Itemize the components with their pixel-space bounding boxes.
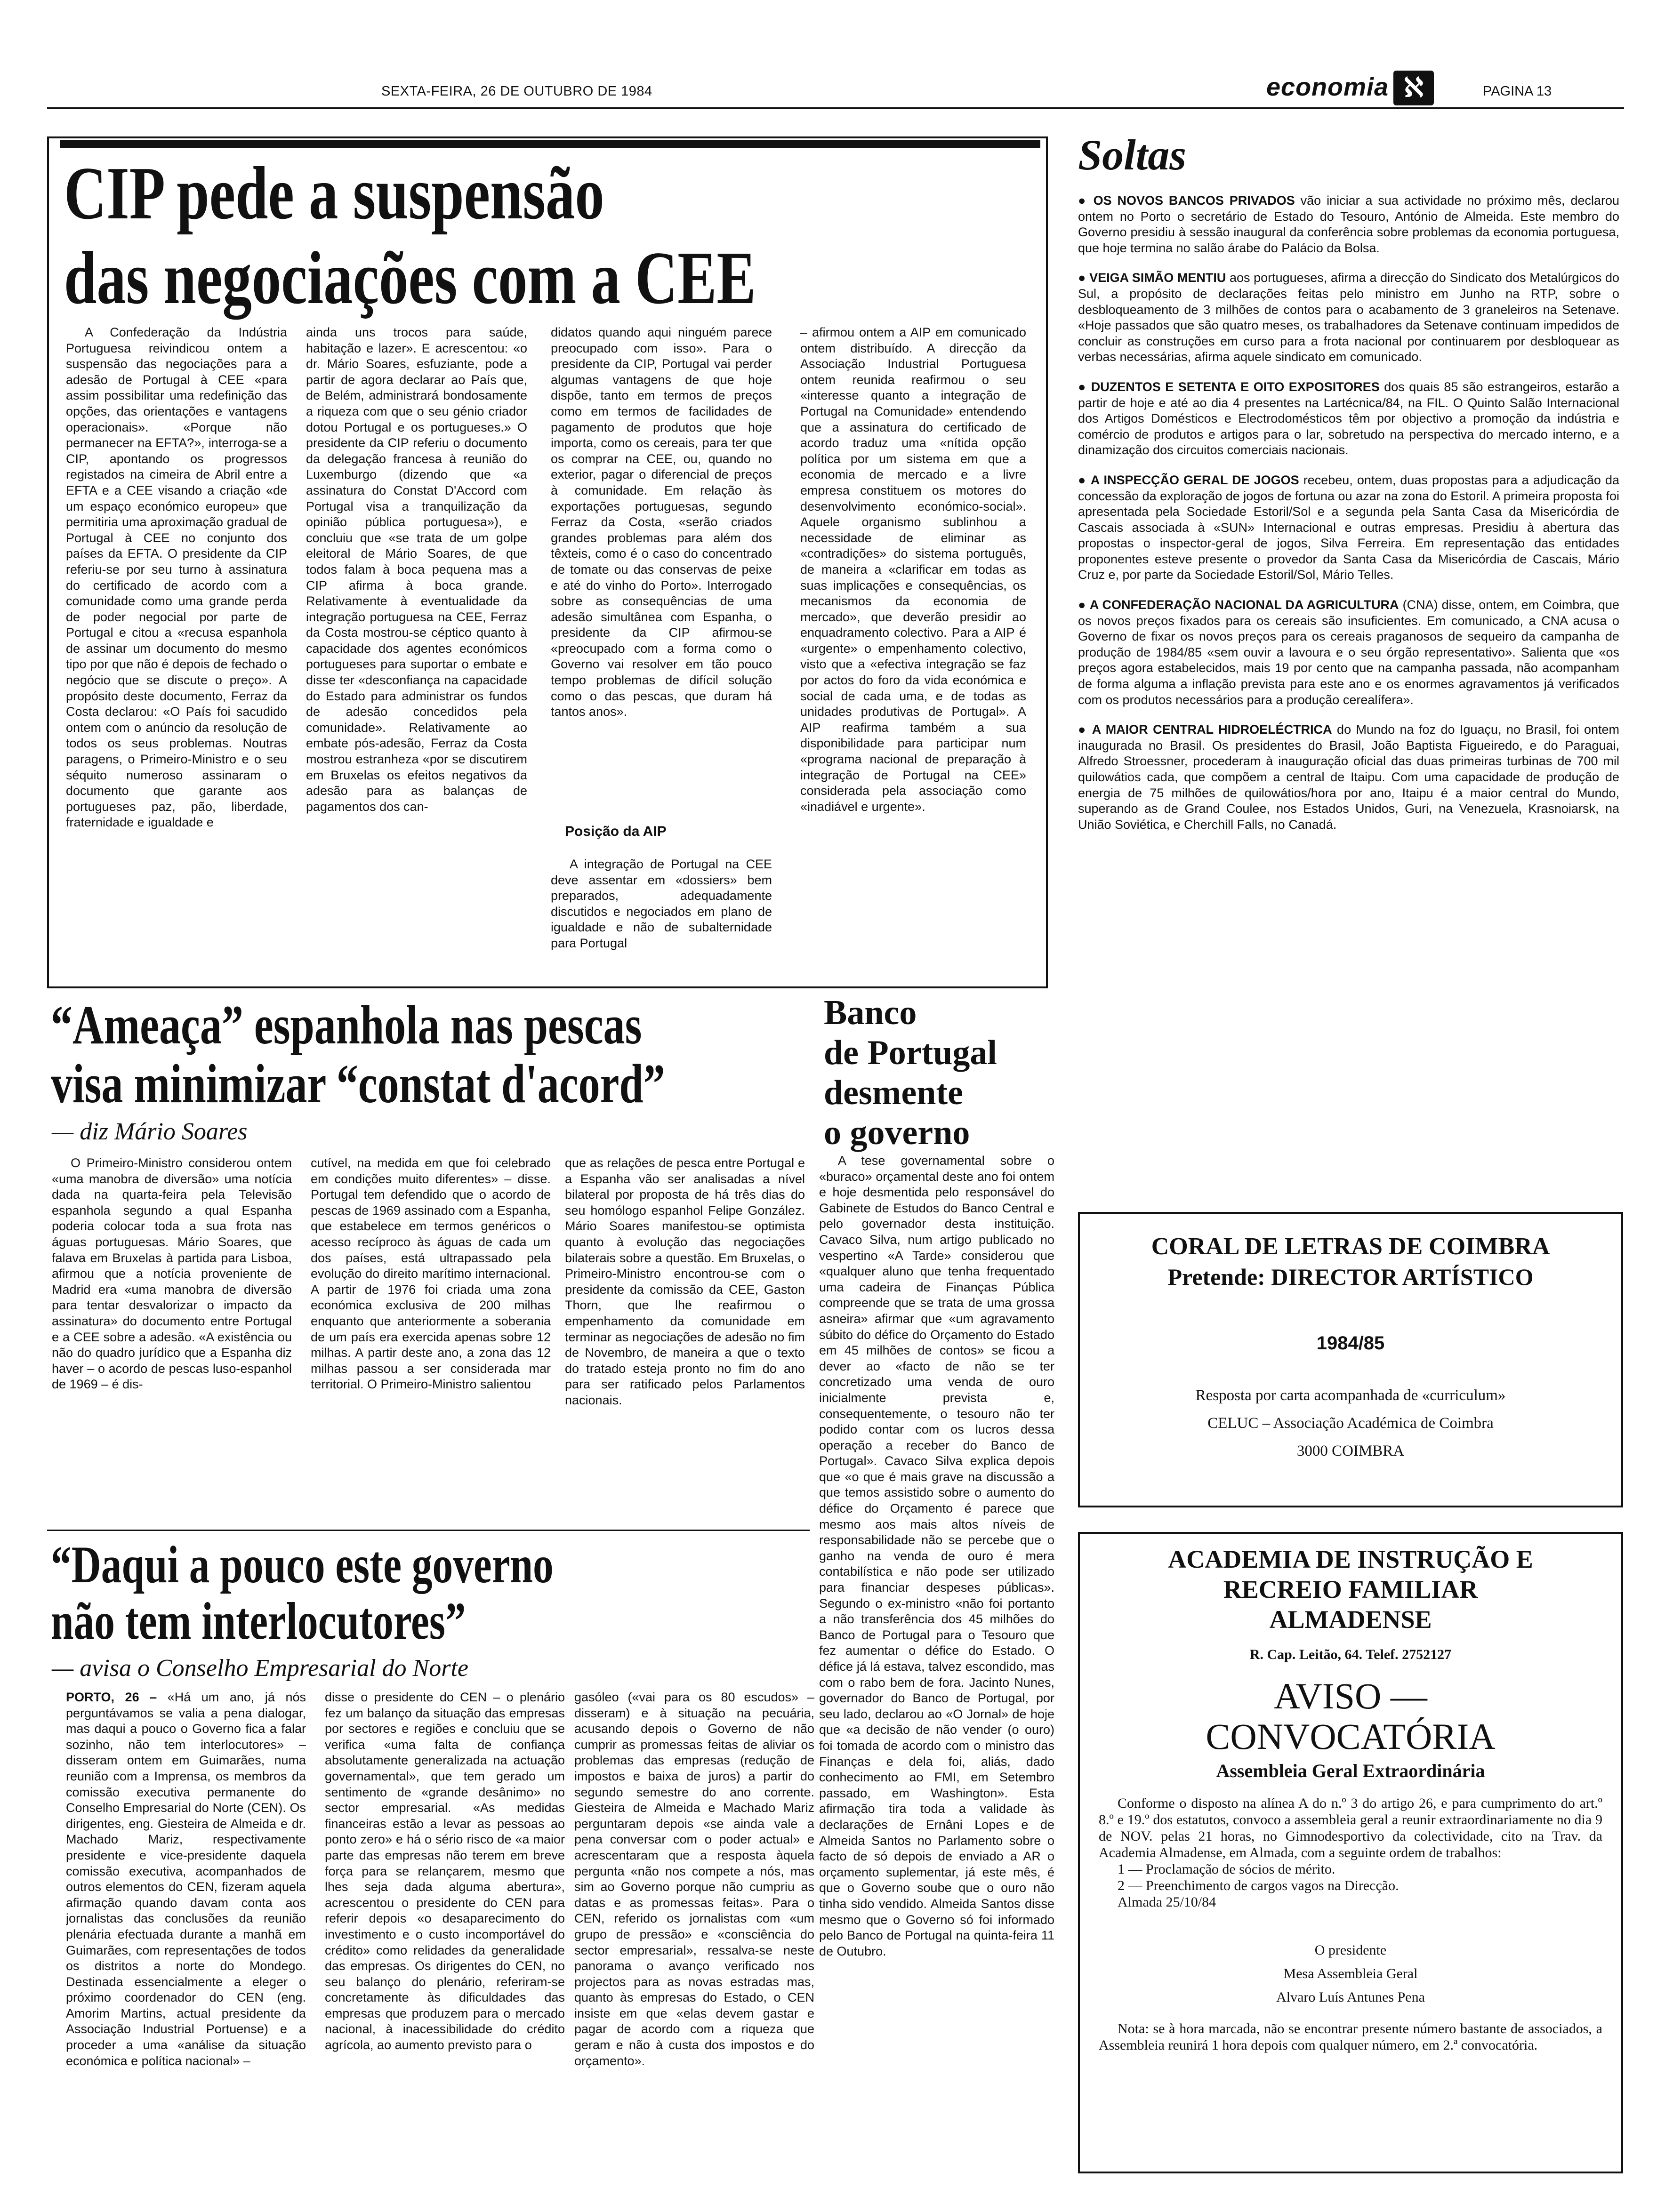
banco-headline-line: de Portugal	[824, 1034, 997, 1072]
cen-column-3: gasóleo («vai para os 80 escudos» – disseram) e à situação na pecuária, acusando depois o Governo de não cumprir as promessas feitas de aliviar os problemas das empresas (redução de impostos e baixa de juros) a partir do segundo semestre do ano corrente. Giesteira de Almeida e Machado Mariz perguntaram depois «se ainda vale a pena conversar com o poder actual» e acrescentaram que a resposta àquela pergunta «não nos compete a nós, mas sim ao Governo porque não cumpriu as datas e as promessas feitas». Para o CEN, referido os jornalistas com «um grupo de pressão» e «consciência do sector empresarial», ressalva-se neste panorama o avanço verificado nos projectos para as novas estradas mas, quanto às empresas do Estado, o CEN insiste em que «elas devem gastar e pagar de acordo com a riqueza que geram e não à custa dos impostos e do orçamento».	[574, 1690, 814, 2068]
signature-board: Mesa Assembleia Geral	[1283, 1966, 1418, 1981]
coral-title: CORAL DE LETRAS DE COIMBRA	[1151, 1233, 1550, 1260]
academia-agenda-item: 1 — Proclamação de sócios de mérito.	[1118, 1861, 1335, 1877]
header-date: SEXTA-FEIRA, 26 DE OUTUBRO DE 1984	[381, 84, 652, 99]
pescas-byline: — diz Mário Soares	[52, 1118, 248, 1145]
soltas-item: ● OS NOVOS BANCOS PRIVADOS vão iniciar a sua actividade no próximo mês, declarou ontem no Porto o secretário de Estado do Tesouro, António de Almeida. Este membro do Governo presidiu à sessão inaugural da conferência sobre problemas da economia portuguesa, que hoje termina no salão árabe do Palácio da Bolsa.	[1078, 193, 1620, 255]
academia-assembly: Assembleia Geral Extraordinária	[1216, 1760, 1485, 1781]
soltas-item-text: aos portugueses, afirma a direcção do Sindicato dos Metalúrgicos do Sul, a propósito de declarações feitas pelo ministro em Junho na RTP, sobre o desbloqueamento de 3 milhões de contos para o acabamento de 3 graneleiros na Setenave. «Hoje passados que são quatro meses, os trabalhadores da Setenave continuam impedidos de concluir as construções em curso para a frota nacional por continuarem por desbloquear as verbas necessárias, afirma aquele sindicato em comunicado.	[1078, 271, 1620, 364]
soltas-item-lead: VEIGA SIMÃO MENTIU	[1089, 271, 1226, 285]
cip-top-bar	[60, 140, 1040, 148]
soltas-item: ● DUZENTOS E SETENTA E OITO EXPOSITORES dos quais 85 são estrangeiros, estarão a partir de hoje e até ao dia 4 presentes na Lartécnica/84, na FIL. O Quinto Salão Internacional dos Artigos Domésticos e Electrodomésticos têm por objectivo a promoção da indústria e comércio de produtos e artigos para o lar, sobretudo na perspectiva do mercado interno, e a dinamização dos circuitos comerciais nacionais.	[1078, 379, 1619, 457]
academia-title-line: ALMADENSE	[1269, 1605, 1432, 1634]
cen-headline-line1: “Daqui a pouco este governo	[51, 1536, 554, 1594]
pescas-column-3: que as relações de pesca entre Portugal e a Espanha vão ser analisadas a nível bilateral por proposta de há três dias do seu homólogo espanhol Felipe González. Mário Soares manifestou-se optimista quanto à evolução das negociações bilaterais sobre a questão. Em Bruxelas, o Primeiro-Ministro encontrou-se com o presidente da comissão da CEE, Gaston Thorn, que lhe reafirmou o empenhamento da comunidade em terminar as negociações de adesão no fim de Novembro, de maneira a que o texto do tratado esteja pronto no fim do ano para ser ratificado pelos Parlamentos nacionais.	[565, 1156, 805, 1407]
cen-column-2: disse o presidente do CEN – o plenário fez um balanço da situação das empresas por sectores e regiões e concluiu que se verifica «uma falta de confiança absolutamente generalizada na actuação governamental», que tem gerado um sentimento de «grande desânimo» no sector empresarial. «As medidas financeiras estão a levar as pessoas ao ponto zero» e há o sério risco de «a maior parte das empresas não terem em breve força para se relançarem, mesmo que lhes seja dada alguma abertura», acrescentou o presidente do CEN para referir depois «o desaparecimento do investimento e o custo incomportável do crédito» como relidades da generalidade das empresas. Os dirigentes do CEN, no seu balanço do plenário, referiram-se concretamente às dificuldades das empresas que produzem para o mercado nacional, à inacessibilidade do crédito agrícola, ao aumento previsto para o	[325, 1690, 565, 2052]
soltas-item-text: (CNA) disse, ontem, em Coimbra, que os novos preços fixados para os cereais são insuficientes. Em comunicado, a CNA acusa o Governo de fixar os novos preços para os cereais praganosos de sequeiro da campanha de produção de 1984/85 «sem ouvir a lavoura e o seu órgão representativo». Salienta que «os preços agora estabelecidos, mais 19 por cento que na campanha passada, não acompanham de forma alguma a inflação prevista para este ano e os enormes agravamentos já verificados com os produtos necessários para a produção cerealífera».	[1078, 598, 1619, 707]
banco-headline-line: o governo	[824, 1114, 970, 1152]
signature-name: Alvaro Luís Antunes Pena	[1276, 1989, 1425, 2005]
banco-headline-line: Banco	[824, 994, 917, 1032]
header-page: PAGINA 13	[1483, 84, 1552, 99]
aviso-title	[1080, 1676, 1621, 1757]
cen-column-1-text: «Há um ano, já nós perguntávamos se valia a pena dialogar, mas daqui a pouco o Governo fica a falar sozinho, não tem interlocutores» – disseram ontem em Guimarães, numa reunião com a Imprensa, os membros da comissão executiva permanente do Conselho Empresarial do Norte (CEN). Os dirigentes, eng. Giesteira de Almeida e dr. Machado Mariz, respectivamente presidente e vice-presidente daquela comissão executiva, acompanhados de outros elementos do CEN, fizeram aquela afirmação quando davam conta aos jornalistas das conclusões da reunião plenária efectuada durante a manhã em Guimarães, com representações de todos os distritos a norte do Mondego. Destinada essencialmente a eleger o próximo coordenador do CEN (eng. Amorim Martins, actual presidente da Associação Industrial Portuense) e a proceder a uma «análise da situação económica e política nacional» –	[66, 1690, 306, 2068]
banco-headline-line: desmente	[824, 1074, 963, 1112]
cip-column-4: – afirmou ontem a AIP em comunicado ontem distribuído. A direcção da Associação Industrial Portuguesa ontem reunida reafirmou o seu «interesse quanto a integração de Portugal na Comunidade» entendendo que a assinatura do certificado de acordo traduz uma «nítida opção política por um sistema em que a economia de mercado e a livre empresa constituem os motores do desenvolvimento económico-social». Aquele organismo sublinhou a necessidade de eliminar as «contradições» do sistema português, de maneira a «clarificar em todas as suas implicações e consequências, os mecanismos da economia de mercado», que deverão presidir ao enquadramento colectivo. Para a AIP é «urgente» o empenhamento colectivo, visto que a «efectiva integração se faz por actos do foro da vida económica e social de cada uma, e de todas as unidades produtivas de Portugal». A AIP reafirma também a sua disponibilidade para participar num «programa nacional de preparação à integração de Portugal na CEE» considerada pela associação como «inadiável e urgente».	[800, 325, 1026, 814]
academia-title-line: RECREIO FAMILIAR	[1223, 1575, 1478, 1603]
pescas-column-1: O Primeiro-Ministro considerou ontem «uma manobra de diversão» uma notícia dada na quarta-feira pela Televisão espanhola segundo a qual Espanha poderia colocar toda a sua frota nas águas portuguesas. Mário Soares, que falava em Bruxelas à partida para Lisboa, afirmou que a notícia proveniente de Madrid era «uma manobra de diversão para tentar desvalorizar o impacto da assinatura» do documento entre Portugal e a CEE sobre a adesão. «A existência ou não do quadro jurídico que a Espanha diz haver – o acordo de pescas luso-espanhol de 1969 – é dis-	[52, 1156, 292, 1392]
pescas-column-2: cutível, na medida em que foi celebrado em condições muito diferentes» – disse. Portugal tem defendido que o acordo de pescas de 1969 assinado com a Espanha, que estabelece em termos genéricos o acesso recíproco às águas de cada um dos países, está ultrapassado pela evolução do direito marítimo internacional. A partir de 1976 foi criada uma zona económica exclusiva de 200 milhas enquanto que anteriormente a soberania de um país era exercida apenas sobre 12 milhas. A partir deste ano, a zona das 12 milhas passou a ser considerada mar territorial. O Primeiro-Ministro salientou	[311, 1156, 551, 1392]
cen-dateline: PORTO, 26 –	[66, 1690, 157, 1704]
soltas-item: ● A CONFEDERAÇÃO NACIONAL DA AGRICULTURA (CNA) disse, ontem, em Coimbra, que os novos preços fixados para os cereais são insuficientes. Em comunicado, a CNA acusa o Governo de fixar os novos preços para os cereais praganosos de sequeiro da campanha de produção de 1984/85 «sem ouvir a lavoura e o seu órgão representativo». Salienta que «os preços agora estabelecidos, mais 19 por cento que na campanha passada, não acompanham de forma alguma a inflação prevista para este ano e os enormes agravamentos já verificados com os produtos necessários para a produção cerealífera».	[1078, 598, 1619, 707]
academia-agenda-item: 2 — Preenchimento de cargos vagos na Direcção.	[1118, 1878, 1399, 1893]
soltas-item-lead: A MAIOR CENTRAL HIDROELÉCTRICA	[1092, 722, 1332, 737]
soltas-item-text: vão iniciar a sua actividade no próximo mês, declarou ontem no Porto o secretário de Estado do Tesouro, António de Almeida. Este membro do Governo presidiu à sessão inaugural da conferência sobre problemas da economia portuguesa, que hoje termina no salão árabe do Palácio da Bolsa.	[1078, 193, 1620, 255]
pescas-headline-line2: visa minimizar “constat d'acord”	[51, 1053, 665, 1114]
academia-ad	[1078, 1532, 1623, 2173]
header-section: economia	[1266, 73, 1389, 101]
coral-subtitle: Pretende: DIRECTOR ARTÍSTICO	[1167, 1264, 1534, 1290]
academia-place-date: Almada 25/10/84	[1118, 1894, 1216, 1910]
coral-city: 3000 COIMBRA	[1296, 1443, 1405, 1459]
coral-year: 1984/85	[1316, 1333, 1385, 1354]
aviso-line: AVISO —	[1274, 1675, 1427, 1716]
academia-body: Conforme o disposto na alínea A do n.º 3 do artigo 26, e para cumprimento do art.º 8.º e 19.º dos estatutos, convoco a assembleia geral a reunir extraordinariamente no dia 9 de NOV. pelas 21 horas, no Gimnodesportivo da colectividade, cito na Trav. da Academia Almadense, em Almada, com a seguinte ordem de trabalhos:	[1099, 1795, 1602, 1860]
soltas-item-text: do Mundo na foz do Iguaçu, no Brasil, foi ontem inaugurada no Brasil. Os presidentes do Brasil, João Baptista Figueiredo, e do Paraguai, Alfredo Stroessner, procederam à inauguração oficial das duas primeiras turbinas de 700 mil quilowátios cada, que compõem a central de Itaipu. Com uma capacidade de produção de energia de 75 milhões de quilowátios/hora por ano, Itaipu é a maior central do Mundo, superando as de Grand Coulee, nos Estados Unidos, Guri, na Venezuela, Krasnoiarsk, na União Soviética, e Cherchill Falls, no Canadá.	[1078, 722, 1620, 832]
cip-column-1: A Confederação da Indústria Portuguesa reivindicou ontem a suspensão das negociações para a adesão de Portugal à CEE «para assim possibilitar uma redefinição das opções, das orientações e vantagens operacionais». «Porque não permanecer na EFTA?», interroga-se a CIP, apontando os progressos registados na cimeira de Abril entre a EFTA e a CEE visando a criação «de um espaço económico europeu» que permitiria uma aproximação gradual de Portugal à CEE no conjunto dos países da EFTA. O presidente da CIP referiu-se por seu turno à assinatura do certificado de acordo com a comunidade como uma grande perda de poder negocial por parte de Portugal e citou a «recusa espanhola de assinar um documento do mesmo tipo por que não é depois de fechado o negócio que se discute o preço». A propósito deste documento, Ferraz da Costa declarou: «O País foi sacudido ontem com o anúncio da resolução de todos os seus problemas. Noutras paragens, o Primeiro-Ministro e o seu séquito numeroso assinaram o documento que garante aos portugueses paz, pão, liberdade, fraternidade e igualdade e	[66, 325, 287, 830]
soltas-item: ● A MAIOR CENTRAL HIDROELÉCTRICA do Mundo na foz do Iguaçu, no Brasil, foi ontem inaugurada no Brasil. Os presidentes do Brasil, João Baptista Figueiredo, e do Paraguai, Alfredo Stroessner, procederam à inauguração oficial das duas primeiras turbinas de 700 mil quilowátios cada, que compõem a central de Itaipu. Com uma capacidade de produção de energia de 75 milhões de quilowátios/hora por ano, Itaipu é a maior central do Mundo, superando as de Grand Coulee, nos Estados Unidos, Guri, na Venezuela, Krasnoiarsk, na União Soviética, e Cherchill Falls, no Canadá.	[1078, 722, 1620, 832]
coral-association: CELUC – Associação Académica de Coimbra	[1207, 1415, 1494, 1432]
cip-headline-line1: CIP pede a suspensão	[64, 151, 604, 235]
academia-signature	[1080, 1939, 1621, 2009]
signature-role: O presidente	[1314, 1942, 1387, 1958]
coral-ad	[1078, 1212, 1623, 1507]
soltas-title: Soltas	[1078, 131, 1187, 179]
academia-title-line: ACADEMIA DE INSTRUÇÃO E	[1168, 1545, 1533, 1573]
banco-headline	[824, 993, 997, 1153]
cip-headline-line2: das negociações com a CEE	[64, 236, 756, 320]
header-rule	[47, 107, 1624, 109]
soltas-item: ● VEIGA SIMÃO MENTIU aos portugueses, afirma a direcção do Sindicato dos Metalúrgicos do Sul, a propósito de declarações feitas pelo ministro em Junho na RTP, sobre o desbloqueamento de 3 milhões de contos para o acabamento de 3 graneleiros na Setenave. «Hoje passados que são quatro meses, os trabalhadores da Setenave continuam impedidos de concluir as construções em curso para a frota nacional por continuarem por desbloquear as verbas necessárias, afirma aquele sindicato em comunicado.	[1078, 271, 1620, 364]
cip-subheading-aip: Posição da AIP	[565, 824, 667, 839]
cip-column-3b: A integração de Portugal na CEE deve assentar em «dossiers» bem preparados, adequadamente discutidos e negociados em plano de igualdade e não de subalternidade para Portugal	[551, 857, 772, 950]
academia-title	[1080, 1544, 1621, 1635]
soltas-item-text: recebeu, ontem, duas propostas para a adjudicação da concessão da exploração de jogos de fortuna ou azar na zona do Estoril. A primeira proposta foi apresentada pela Sociedade Estoril/Sol e a segunda pela Santa Casa da Misericórdia de Cascais associada à «SUN» Internacional e outras empresas. Presidiu à abertura das propostas o inspector-geral de jogos, Silva Ferreira. Em representação das entidades proponentes esteve presente o provedor da Santa Casa da Misericórdia de Cascais, Mário Cruz e, por parte da Sociedade Estoril/Sol, Mário Telles.	[1078, 473, 1619, 582]
academia-address: R. Cap. Leitão, 64. Telef. 2752127	[1249, 1647, 1452, 1662]
cen-column-1	[66, 1690, 306, 2179]
newspaper-logo-icon: ℵ	[1393, 71, 1434, 105]
soltas-item: ● A INSPECÇÃO GERAL DE JOGOS recebeu, ontem, duas propostas para a adjudicação da concessão da exploração de jogos de fortuna ou azar na zona do Estoril. A primeira proposta foi apresentada pela Sociedade Estoril/Sol e a segunda pela Santa Casa da Misericórdia de Cascais associada à «SUN» Internacional e outras empresas. Presidiu à abertura das propostas o inspector-geral de jogos, Silva Ferreira. Em representação das entidades proponentes esteve presente o provedor da Santa Casa da Misericórdia de Cascais, Mário Cruz e, por parte da Sociedade Estoril/Sol, Mário Telles.	[1078, 473, 1619, 582]
soltas-item-lead: A CONFEDERAÇÃO NACIONAL DA AGRICULTURA	[1089, 598, 1399, 612]
soltas-item-lead: A INSPECÇÃO GERAL DE JOGOS	[1090, 473, 1299, 487]
aviso-line: CONVOCATÓRIA	[1206, 1716, 1496, 1757]
banco-body: A tese governamental sobre o «buraco» orçamental deste ano foi ontem e hoje desmentida pelo responsável do Gabinete de Estudos do Banco Central e pelo governador desta instituição. Cavaco Silva, num artigo publicado no vespertino «A Tarde» considerou que «qualquer aluno que tenha frequentado uma cadeira de Finanças Pública compreende que se trata de uma grossa asneira» afirmar que «um agravamento súbito do défice do Orçamento do Estado em 45 milhões de contos» se ficou a dever ao «facto de não se ter concretizado uma venda de ouro inicialmente prevista e, consequentemente, o tesouro não ter podido contar com os lucros dessa operação a receber do Banco de Portugal». Cavaco Silva explica depois que «o que é mais grave na discussão a que temos assistido sobre o aumento do défice do Orçamento é parece que mesmo aos mais altos níveis de responsabilidade não se percebe que o ganho na venda de ouro é mera contabilística e não pode ser utilizado para financiar despeses públicas». Segundo o ex-ministro «não foi portanto a não transferência dos 45 milhões do Banco de Portugal para o Tesouro que fez aumentar o défice do Estado. O défice já lá estava, talvez escondido, mas com o rabo bem de fora. Jacinto Nunes, governador do Banco de Portugal, por seu lado, declarou ao «O Jornal» de hoje que «a decisão de não vender (o ouro) foi tomada de acordo com o ministro das Finanças e dela foi, aliás, dado conhecimento ao FMI, em Setembro passado, em Washington». Esta afirmação tira toda a validade às declarações de Ernâni Lopes e de Almeida Santos no Parlamento sobre o facto de só depois de enviado a AR o orçamento suplementar, já este mês, é que o Governo soube que o ouro não tinha sido vendido. Almeida Santos disse mesmo que o Governo só foi informado pelo Banco de Portugal na quinta-feira 11 de Outubro.	[819, 1154, 1054, 1958]
soltas-item-lead: OS NOVOS BANCOS PRIVADOS	[1093, 193, 1295, 208]
cen-byline: — avisa o Conselho Empresarial do Norte	[52, 1655, 468, 1682]
cip-column-3: didatos quando aqui ninguém parece preocupado com isso». Para o presidente da CIP, Portugal vai perder algumas vantagens de que hoje dispõe, tanto em termos de preços como em termos de facilidades de pagamento de produtos que hoje importa, como os cereais, para ter que os comprar na CEE, ou, quando no exterior, pagar o diferencial de preços à comunidade. Em relação às exportações portuguesas, segundo Ferraz da Costa, «serão criados grandes problemas para além dos têxteis, como é o caso do concentrado de tomate ou das conservas de peixe e até do vinho do Porto». Interrogado sobre as consequências de uma adesão simultânea com Espanha, o presidente da CIP afirmou-se «preocupado com a forma como o Governo vai resolver em tão pouco tempo problemas de difícil solução como o das pescas, que duram há tantos anos».	[551, 325, 772, 719]
soltas-list	[1078, 193, 1619, 847]
pescas-headline-line1: “Ameaça” espanhola nas pescas	[51, 994, 642, 1056]
section-divider	[47, 1530, 810, 1531]
cen-headline-line2: não tem interlocutores”	[51, 1592, 466, 1651]
soltas-item-lead: DUZENTOS E SETENTA E OITO EXPOSITORES	[1091, 379, 1380, 394]
soltas-item-text: dos quais 85 são estrangeiros, estarão a partir de hoje e até ao dia 4 presentes na Lartécnica/84, na FIL. O Quinto Salão Internacional dos Artigos Domésticos e Electrodomésticos têm por objectivo a promoção da indústria e comércio de produtos e artigos para o lar, sobretudo na perspectiva do mercado interno, e a dinamização dos circuitos comerciais nacionais.	[1078, 379, 1619, 457]
coral-reply: Resposta por carta acompanhada de «curriculum»	[1195, 1387, 1506, 1404]
cip-column-2: ainda uns trocos para saúde, habitação e lazer». E acrescentou: «o dr. Mário Soares, esfuziante, pode a partir de agora declarar ao País que, de Belém, administrará bondosamente a riqueza com que o seu génio criador dotou Portugal e os portugueses.» O presidente da CIP referiu o documento da delegação francesa à reunião do Luxemburgo (dizendo que «a assinatura do Constat D'Accord com Portugal visa a tranquilização da opinião pública portuguesa»), e concluiu que «se trata de um golpe eleitoral de Mário Soares, de que todos falam à boca pequena mas a CIP afirma à boca grande. Relativamente à eventualidade da integração portuguesa na CEE, Ferraz da Costa mostrou-se céptico quanto à capacidade dos agentes económicos portugueses para suportar o embate e disse ter «desconfiança na capacidade do Estado para administrar os fundos de adesão concedidos pela comunidade». Relativamente ao embate pós-adesão, Ferraz da Costa mostrou estranheza «por se discutirem em Bruxelas os efeitos negativos da adesão para as balanças de pagamentos dos can-	[306, 325, 527, 814]
academia-note: Nota: se à hora marcada, não se encontrar presente número bastante de associados, a Assembleia reunirá 1 hora depois com qualquer número, em 2.ª convocatória.	[1099, 2021, 1602, 2053]
